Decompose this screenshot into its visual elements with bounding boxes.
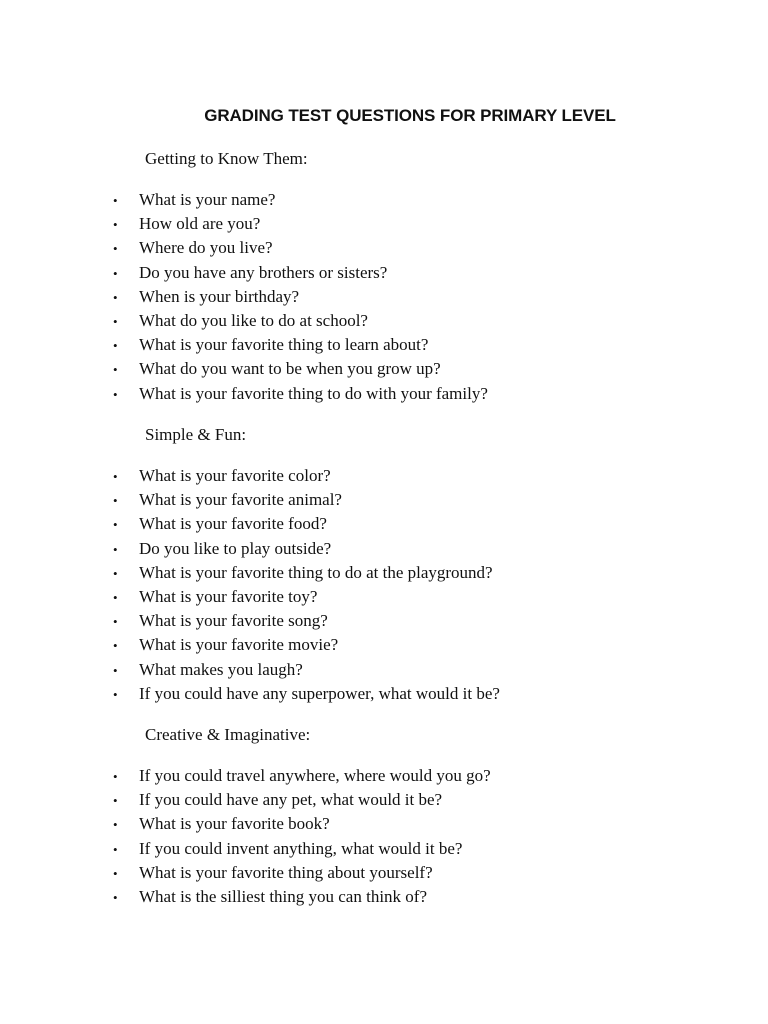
bullet-icon: • xyxy=(113,614,118,630)
section-heading: Creative & Imaginative: xyxy=(145,725,311,744)
bullet-icon: • xyxy=(113,517,118,533)
bullet-icon: • xyxy=(113,817,118,833)
bullet-icon: • xyxy=(113,362,118,378)
bullet-icon: • xyxy=(113,217,118,233)
bullet-icon: • xyxy=(113,289,118,305)
bullet-icon: • xyxy=(113,493,118,509)
bullet-icon: • xyxy=(113,889,118,905)
bullet-icon: • xyxy=(113,469,118,484)
document-page: GRADING TEST QUESTIONS FOR PRIMARY LEVEL Getting to Know Them: • What is your name? • How old are you? • Where do you live? • Do you have any brothers or sisters? • When is your birthday? • What do you like to do at school? • What is your favorite thing to learn about? • What do you want to be when you grow up? • What is your favorite thing to do with your family? Simple & Fun: • What is your favorite color? • What is your favorite animal? • What is your favorite food? • Do you like to play outside? • What is your favorite thing to do at the playground? • What is your favorite toy? • What is your favorite song? • What is your favorite movie? • What makes you laugh? • If you could have any superpower, what would it be? Creative & Imaginative: • If you could travel anywhere, where would you go? • If you could have any pet, what would it be? • What is your favorite book? • If you could invent anything, what would it be? • What is your favorite thing about yourself? • What is the silliest thing you can think of? xyxy=(0,0,768,1024)
section-heading: Getting to Know Them: xyxy=(145,149,308,168)
bullet-icon: • xyxy=(113,638,118,654)
bullet-icon: • xyxy=(113,841,118,857)
bullet-icon: • xyxy=(113,565,118,581)
bullet-icon: • xyxy=(113,793,118,809)
bullet-icon: • xyxy=(113,662,118,678)
section-heading: Simple & Fun: xyxy=(145,425,247,444)
bullet-icon: • xyxy=(113,193,118,208)
bullet-icon: • xyxy=(113,686,118,702)
bullet-icon: • xyxy=(113,386,118,402)
bullet-icon: • xyxy=(113,241,118,257)
bullet-icon: • xyxy=(113,589,118,605)
document-title: GRADING TEST QUESTIONS FOR PRIMARY LEVEL xyxy=(204,106,616,125)
bullet-icon: • xyxy=(113,769,118,784)
bullet-icon: • xyxy=(113,313,118,329)
bullet-icon: • xyxy=(113,865,118,881)
bullet-icon: • xyxy=(113,265,118,281)
bullet-icon: • xyxy=(113,338,118,354)
bullet-icon: • xyxy=(113,541,118,557)
